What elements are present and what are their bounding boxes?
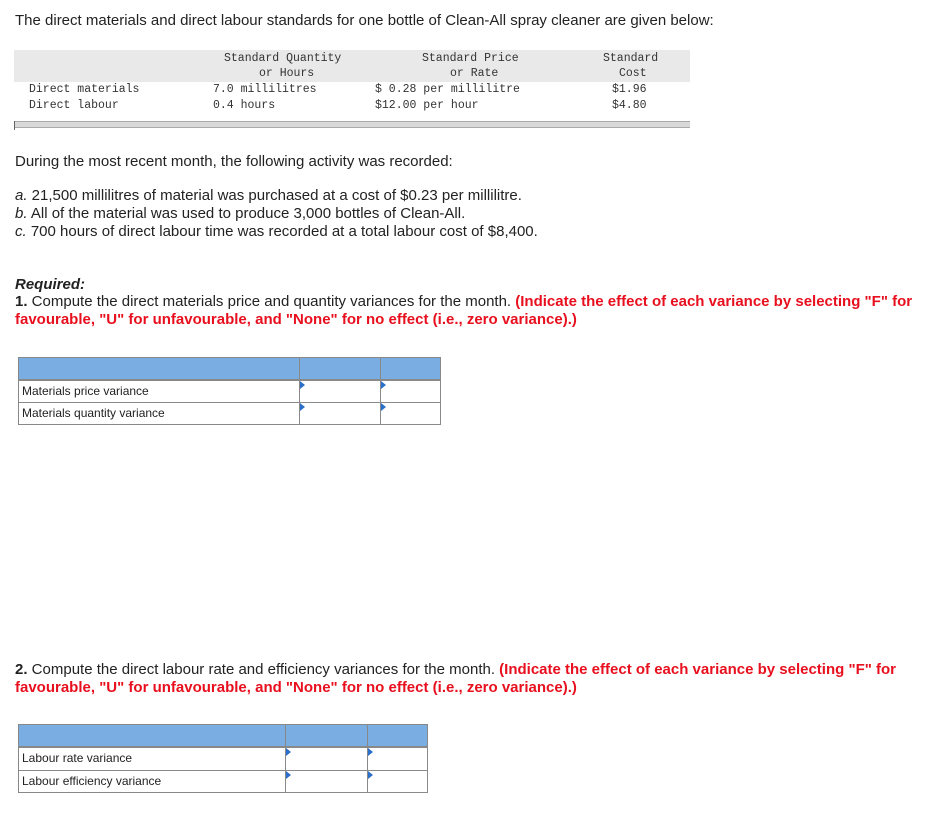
activity-intro: During the most recent month, the following activity was recorded: <box>15 153 453 170</box>
row-labour-price: $12.00 per hour <box>375 99 479 112</box>
header-price-line1: Standard Price <box>422 52 519 65</box>
dropdown-marker-icon <box>286 748 291 756</box>
materials-quantity-variance-amount-input[interactable] <box>299 402 381 425</box>
materials-price-variance-amount-input[interactable] <box>299 380 381 403</box>
question-2-text: Compute the direct labour rate and efficiency variances for the month. <box>27 661 500 678</box>
grid-header-amount <box>285 724 368 747</box>
labour-efficiency-variance-effect-select[interactable] <box>367 770 428 793</box>
dropdown-marker-icon <box>368 771 373 779</box>
header-price-line2: or Rate <box>450 67 499 80</box>
question-2-number: 2. <box>15 661 28 678</box>
labour-rate-variance-amount-input[interactable] <box>285 747 368 771</box>
grid-header-effect <box>367 724 428 747</box>
activity-item-a <box>15 187 522 204</box>
row-materials-quantity: 7.0 millilitres <box>213 83 317 96</box>
activity-letter: a. <box>15 187 28 204</box>
labour-rate-variance-label: Labour rate variance <box>18 747 286 771</box>
dropdown-marker-icon <box>300 381 305 389</box>
table-separator <box>14 121 690 128</box>
header-cost-line2: Cost <box>619 67 647 80</box>
question-2 <box>15 661 940 697</box>
row-labour-label: Direct labour <box>29 99 119 112</box>
materials-price-variance-label: Materials price variance <box>18 380 300 403</box>
dropdown-marker-icon <box>286 771 291 779</box>
dropdown-marker-icon <box>368 748 373 756</box>
dropdown-marker-icon <box>300 403 305 411</box>
question-1 <box>15 293 940 329</box>
table-separator-tick <box>14 121 15 130</box>
dropdown-marker-icon <box>381 381 386 389</box>
question-1-number: 1. <box>15 293 28 310</box>
header-quantity-line2: or Hours <box>259 67 315 80</box>
labour-efficiency-variance-label: Labour efficiency variance <box>18 770 286 793</box>
activity-letter: b. <box>15 205 28 222</box>
activity-text: 700 hours of direct labour time was recorded at a total labour cost of $8,400. <box>26 223 538 240</box>
header-cost-line1: Standard <box>603 52 659 65</box>
grid-header-amount <box>299 357 381 380</box>
row-materials-cost: $1.96 <box>612 83 647 96</box>
grid-header-label <box>18 357 300 380</box>
grid-header-label <box>18 724 286 747</box>
materials-price-variance-effect-select[interactable] <box>380 380 441 403</box>
dropdown-marker-icon <box>381 403 386 411</box>
activity-text: All of the material was used to produce 3,000 bottles of Clean-All. <box>27 205 466 222</box>
row-labour-quantity: 0.4 hours <box>213 99 276 112</box>
row-labour-cost: $4.80 <box>612 99 647 112</box>
grid-header-effect <box>380 357 441 380</box>
activity-item-b <box>15 205 465 222</box>
activity-text: 21,500 millilitres of material was purchased at a cost of $0.23 per millilitre. <box>27 187 522 204</box>
required-label: Required: <box>15 276 86 293</box>
labour-rate-variance-effect-select[interactable] <box>367 747 428 771</box>
question-1-instruction: (Indicate the effect of each variance by selecting "F" for favourable, "U" for unfavourable, and "None" for no effect (i.e., zero variance).) <box>15 293 913 328</box>
intro-text: The direct materials and direct labour standards for one bottle of Clean-All spray cleaner are given below: <box>15 12 714 29</box>
standards-table-header-bg <box>14 50 690 82</box>
header-quantity-line1: Standard Quantity <box>224 52 342 65</box>
standards-table <box>14 50 690 130</box>
activity-letter: c. <box>15 223 27 240</box>
materials-quantity-variance-label: Materials quantity variance <box>18 402 300 425</box>
question-2-instruction: (Indicate the effect of each variance by selecting "F" for favourable, "U" for unfavourable, and "None" for no effect (i.e., zero variance).) <box>15 661 897 696</box>
row-materials-label: Direct materials <box>29 83 140 96</box>
activity-item-c <box>15 223 538 240</box>
labour-efficiency-variance-amount-input[interactable] <box>285 770 368 793</box>
row-materials-price: $ 0.28 per millilitre <box>375 83 520 96</box>
materials-quantity-variance-effect-select[interactable] <box>380 402 441 425</box>
question-1-text: Compute the direct materials price and quantity variances for the month. <box>27 293 516 310</box>
